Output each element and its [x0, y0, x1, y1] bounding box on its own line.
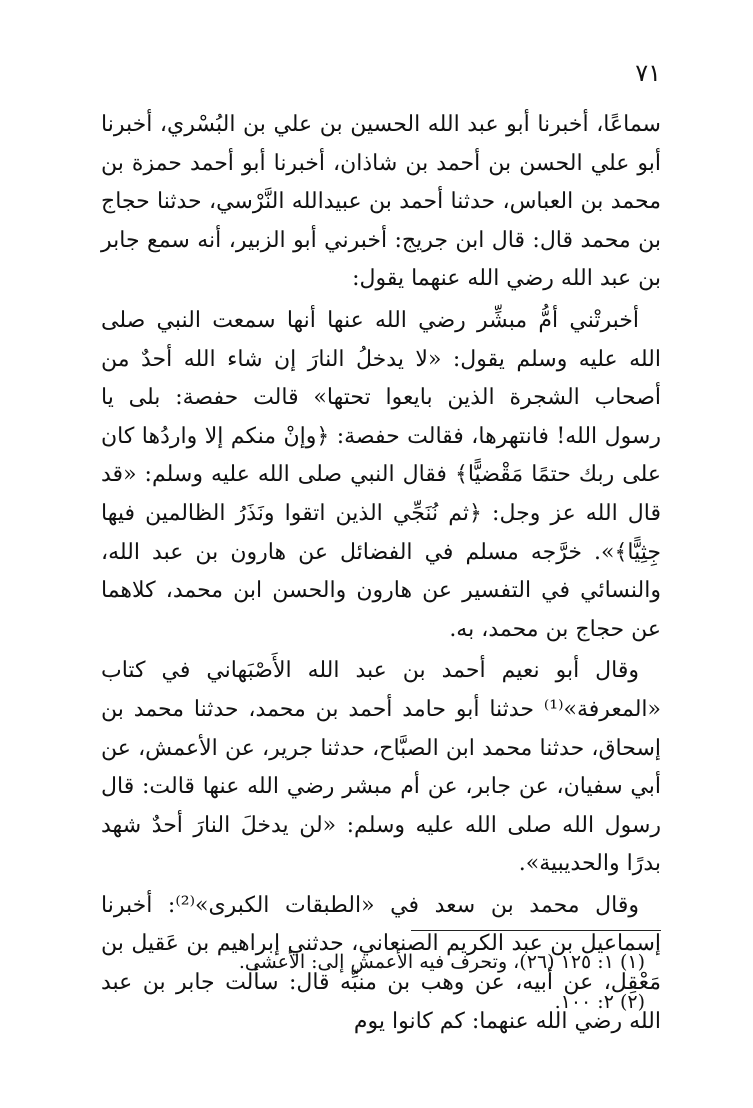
paragraph-hadith-umm-mubashshir: أخبرتْني أمُّ مبشِّر رضي الله عنها أنها سمعت النبي صلى الله عليه وسلم يقول: «لا يدخلُ النارَ إن شاء الله أحدٌ من أصحاب الشجرة الذين بايعوا تحتها» قالت حفصة: بلى يا رسول الله! فانتهرها، فقالت حفصة: ﴿وإنْ منكم إلا واردُها كان على ربك حتمًا مَقْضيًّا﴾ فقال النبي صلى الله عليه وسلم: «قد قال الله عز وجل: ﴿ثم نُنَجِّي الذين اتقوا ونَذَرُ الظالمين فيها جِثِيًّا﴾». خرَّجه مسلم في الفضائل عن هارون بن عبد الله، والنسائي في التفسير عن هارون والحسن ابن محمد، كلاهما عن حجاج بن محمد، به. [101, 307, 661, 642]
paragraph-isnad: سماعًا، أخبرنا أبو عبد الله الحسين بن علي بن البُسْري، أخبرنا أبو علي الحسن بن أحمد بن شاذان، أخبرنا أبو أحمد حمزة بن محمد بن العباس، حدثنا أحمد بن عبيدالله النَّرْسي، حدثنا حجاج بن محمد قال: قال ابن جريج: أخبرني أبو الزبير، أنه سمع جابر بن عبد الله رضي الله عنهما يقول: [101, 112, 662, 292]
footnotes [101, 942, 661, 1022]
main-text [101, 106, 661, 1044]
paragraph-abu-nuaym: وقال أبو نعيم أحمد بن عبد الله الأَصْبَهاني في كتاب «المعرفة»⁽¹⁾ حدثنا أبو حامد أحمد بن محمد، حدثنا محمد بن إسحاق، حدثنا محمد ابن الصبَّاح، حدثنا جرير، عن الأعمش، عن أبي سفيان، عن جابر، عن أم مبشر رضي الله عنها قالت: قال رسول الله صلى الله عليه وسلم: «لن يدخلَ النارَ أحدٌ شهد بدرًا والحديبية». [101, 658, 661, 877]
page-number: ٧١ [635, 59, 661, 87]
paragraph-ibn-saad: وقال محمد بن سعد في «الطبقات الكبرى»⁽²⁾: أخبرنا إسماعيل بن عبد الكريم الصنعاني، حدثني إبراهيم بن عَقيل بن مَعْقِل، عن أبيه، عن وهب بن منبِّه قال: سألت جابر بن عبد الله رضي الله عنهما: كم كانوا يوم [101, 892, 661, 1034]
footnote-divider [411, 930, 661, 931]
footnote-2: (٢) ٢: ١٠٠. [554, 991, 645, 1013]
footnote-1: (١) ١: ١٢٥ (٢٦)، وتحرف فيه الأعمش إلى: الأعشى. [238, 951, 645, 973]
